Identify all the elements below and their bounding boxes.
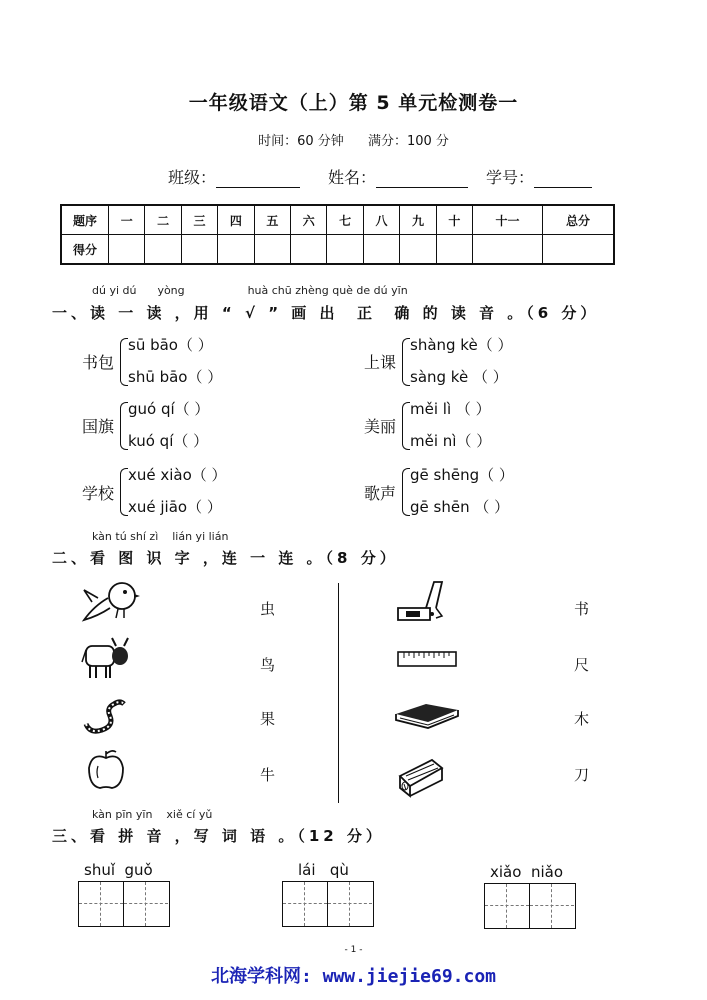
writing-grid[interactable]	[78, 881, 170, 927]
section1-pinyin: dú yi dú yòng huà chū zhèng què de dú yīn	[92, 284, 408, 297]
grid-guide	[100, 882, 101, 926]
book-icon[interactable]	[392, 696, 462, 730]
divider	[338, 583, 339, 803]
right-char[interactable]: 尺	[574, 656, 590, 674]
grid-guide	[304, 882, 305, 926]
score-cell[interactable]	[327, 235, 363, 265]
grid-cell[interactable]	[485, 884, 530, 928]
grid-cell[interactable]	[530, 884, 574, 928]
name-blank[interactable]	[376, 171, 468, 188]
snake-icon[interactable]	[80, 694, 128, 736]
exam-full-score: 满分：100 分	[367, 134, 449, 149]
pinyin-prompt: xiǎo niǎo	[490, 863, 563, 881]
option[interactable]: měi nì（ ）	[410, 432, 492, 450]
option[interactable]: xué xiào（ ）	[128, 466, 227, 484]
pinyin-prompt: lái qù	[298, 861, 349, 879]
table-cell: 十一	[473, 205, 543, 235]
score-cell[interactable]	[400, 235, 436, 265]
pinyin-prompt: shuǐ guǒ	[84, 861, 153, 879]
page-number: - 1 -	[344, 945, 363, 955]
name-label: 姓名：	[328, 168, 377, 187]
option[interactable]: xué jiāo（ ）	[128, 498, 222, 516]
brace	[120, 402, 128, 450]
grid-guide	[485, 905, 529, 906]
word-6: 歌声	[364, 484, 397, 503]
grid-cell[interactable]	[79, 882, 124, 926]
grid-guide	[530, 905, 574, 906]
table-cell: 六	[291, 205, 327, 235]
knife-icon[interactable]	[396, 578, 456, 626]
grid-guide	[551, 884, 552, 928]
section2-pinyin: kàn tú shí zì lián yi lián	[92, 530, 229, 543]
left-char[interactable]: 虫	[260, 600, 276, 618]
footer-watermark[interactable]: 北海学科网: www.jiejie69.com	[210, 966, 497, 987]
word-3: 国旗	[82, 417, 115, 436]
table-cell: 五	[254, 205, 290, 235]
score-cell[interactable]	[181, 235, 217, 265]
table-cell: 得分	[61, 235, 109, 265]
cow-icon[interactable]	[80, 634, 132, 682]
table-cell: 题序	[61, 205, 109, 235]
score-cell[interactable]	[473, 235, 543, 265]
score-table-header-row	[61, 205, 614, 235]
score-cell[interactable]	[145, 235, 181, 265]
section3-pinyin: kàn pīn yīn xiě cí yǔ	[92, 808, 213, 821]
grid-guide	[124, 903, 168, 904]
section3-title: 三、看 拼 音 ，写 词 语 。（12 分）	[52, 827, 385, 845]
exam-meta	[0, 130, 707, 149]
brace	[120, 338, 128, 386]
grid-guide	[328, 903, 372, 904]
id-label: 学号：	[486, 168, 535, 187]
left-char[interactable]: 牛	[260, 766, 276, 784]
writing-grid[interactable]	[282, 881, 374, 927]
option[interactable]: měi lì （ ）	[410, 400, 491, 418]
section2-title: 二、看 图 识 字 ，连 一 连 。（8 分）	[52, 549, 399, 567]
option[interactable]: sū bāo（ ）	[128, 336, 213, 354]
option[interactable]: sàng kè （ ）	[410, 368, 508, 386]
brace	[120, 468, 128, 516]
left-char[interactable]: 鸟	[260, 656, 276, 674]
writing-grid[interactable]	[484, 883, 576, 929]
class-field	[168, 165, 300, 188]
score-cell[interactable]	[254, 235, 290, 265]
score-cell[interactable]	[291, 235, 327, 265]
ruler-icon[interactable]	[396, 648, 458, 670]
apple-icon[interactable]	[84, 748, 128, 792]
score-cell[interactable]	[543, 235, 614, 265]
word-5: 学校	[82, 484, 115, 503]
option[interactable]: gē shēn （ ）	[410, 498, 510, 516]
grid-guide	[145, 882, 146, 926]
table-cell: 九	[400, 205, 436, 235]
class-blank[interactable]	[216, 171, 300, 188]
brace	[402, 338, 410, 386]
brace	[402, 468, 410, 516]
table-cell: 二	[145, 205, 181, 235]
score-cell[interactable]	[109, 235, 145, 265]
word-2: 上课	[364, 353, 397, 372]
section1-title: 一、读 一 读 ，用 “ √ ” 画 出 正 确 的 读 音 。（6 分）	[52, 304, 600, 322]
page-title: 一年级语文（上）第 5 单元检测卷一	[188, 92, 519, 114]
table-cell: 四	[218, 205, 254, 235]
bird-icon[interactable]	[78, 576, 144, 624]
score-cell[interactable]	[436, 235, 472, 265]
grid-guide	[506, 884, 507, 928]
option[interactable]: shàng kè（ ）	[410, 336, 513, 354]
grid-guide	[283, 903, 327, 904]
option[interactable]: gē shēng（ ）	[410, 466, 514, 484]
table-cell: 总分	[543, 205, 614, 235]
name-field	[328, 165, 468, 188]
score-cell[interactable]	[363, 235, 399, 265]
grid-guide	[349, 882, 350, 926]
right-char[interactable]: 书	[574, 600, 590, 618]
table-cell: 三	[181, 205, 217, 235]
score-table-score-row	[61, 235, 614, 265]
grid-cell[interactable]	[124, 882, 168, 926]
right-char[interactable]: 木	[574, 710, 590, 728]
right-char[interactable]: 刀	[574, 766, 590, 784]
id-blank[interactable]	[534, 171, 592, 188]
word-4: 美丽	[364, 417, 397, 436]
score-cell[interactable]	[218, 235, 254, 265]
option[interactable]: shū bāo（ ）	[128, 368, 223, 386]
option[interactable]: guó qí（ ）	[128, 400, 210, 418]
table-cell: 八	[363, 205, 399, 235]
id-field	[486, 165, 592, 188]
score-table	[60, 204, 615, 265]
left-char[interactable]: 果	[260, 710, 276, 728]
grid-guide	[79, 903, 123, 904]
grid-cell[interactable]	[328, 882, 372, 926]
class-label: 班级：	[168, 168, 217, 187]
table-cell: 七	[327, 205, 363, 235]
option[interactable]: kuó qí（ ）	[128, 432, 209, 450]
grid-cell[interactable]	[283, 882, 328, 926]
exam-time: 时间：60 分钟	[258, 134, 344, 149]
word-1: 书包	[82, 353, 115, 372]
table-cell: 一	[109, 205, 145, 235]
wood-icon[interactable]	[396, 754, 446, 798]
table-cell: 十	[436, 205, 472, 235]
brace	[402, 402, 410, 450]
